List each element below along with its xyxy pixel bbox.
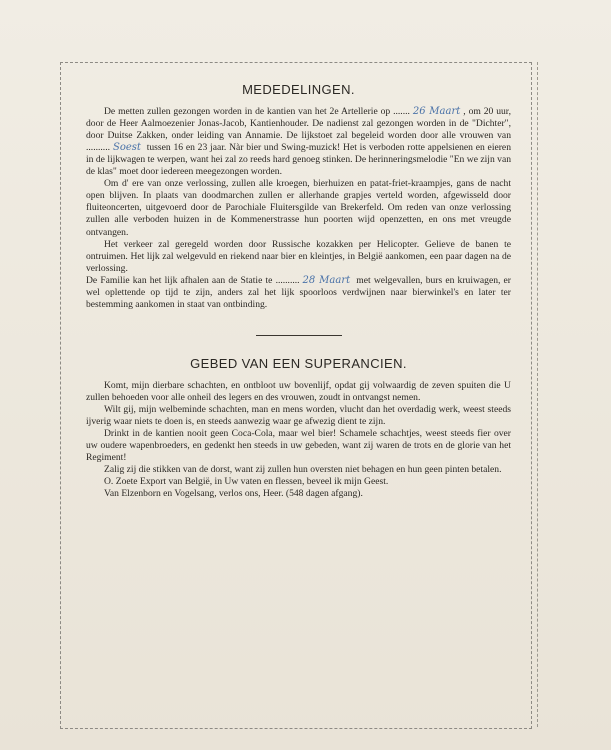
p1-text-b: , om 20 uur, door de Heer Aalmoezenier Jonas-Jacob, Kantienhouder. De nadienst zal gezongen worden in de "Dichter", door Duitse Zakken, onder leiding van Annamie. De lijkstoet zal begeleid worden door alle vrouwen van <box>86 106 512 142</box>
p4-text-a: De Familie kan het lijk afhalen aan de Statie te <box>86 274 273 286</box>
p1-text-a: De metten zullen gezongen worden in de kantien van het 2e Artellerie op <box>104 106 391 118</box>
paragraph-3: Het verkeer zal geregeld worden door Russische kozakken per Helicopter. Gelieve de banen te ontruimen. Het lijk zal welgevuld en riekend naar bier en kleintjes, in België aankomen, een paar dagen na de verlossing. <box>86 238 511 274</box>
prayer-paragraph-2: Wilt gij, mijn welbeminde schachten, man en mens worden, vlucht dan het overdadig werk, weest steeds ijverig waar niets te doen is, en steeds aanwezig waar ge afwezig dient te zijn. <box>86 403 511 428</box>
paragraph-1 <box>86 106 511 178</box>
paragraph-2: Om d' ere van onze verlossing, zullen alle kroegen, bierhuizen en patat-friet-kraampjes, gans de nacht open blijven. In plaats van doodmarchen zullen er allerhande grapjes verteld worden, afgewisseld door fluiteoncerten, uitgevoerd door de Parochiale Fluitersgilde van Brekerfeld. Om reden van onze verlossing zullen alle verboden huizen in de Kommenerstrasse hun poorten wijd openzetten, en ons met vreugde ontvangen. <box>86 178 511 238</box>
handwritten-date-2: 28 Maart <box>302 274 351 286</box>
p1-text-c: tussen 16 en 23 jaar. Nàr bier und Swing-muzick! Het is verboden rotte appelsienen en eieren in de lijkwagen te werpen, want hei zal zo reeds hard genoeg stinken. De herinneringsmelodie "En we zijn van de klas" moet door iedereen meegezongen worden. <box>86 142 511 178</box>
prayer-paragraph-6: Van Elzenborn en Vogelsang, verlos ons, Heer. (548 dagen afgang). <box>104 488 363 500</box>
dashed-border-right <box>537 62 538 727</box>
prayer-paragraph-1: Komt, mijn dierbare schachten, en ontbloot uw bovenlijf, opdat gij volwaardig de zeven spuiten die U zullen behoeden voor alle onheil des legers en des vrouwen, zoudt in ontvangst nemen. <box>86 379 511 403</box>
section-divider <box>256 335 342 336</box>
handwritten-date-1: 26 Maart <box>412 106 461 118</box>
prayer-paragraph-3: Drinkt in de kantien nooit geen Coca-Cola, maar wel bier! Schamele schachtjes, weest steeds fier over uw oudere wapenbroeders, en gedenkt hen steeds in uw gebeden, want zij waren de trots en de glorie van het Regiment! <box>86 428 511 464</box>
section-title-gebed: GEBED VAN EEN SUPERANCIEN. <box>190 355 407 371</box>
p1-dots1: ....... <box>393 106 410 118</box>
p4-text-b: met welgevallen, burs en kruiwagen, er wel oplettende op tijd te zijn, anders zal het lijk spoorloos verdwijnen naar bierwinkel's en later ter bestemming aankomen in staat van ontbinding. <box>86 274 512 310</box>
paragraph-4 <box>86 275 511 311</box>
p1-dots2: .......... <box>86 142 110 154</box>
section-title-mededelingen: MEDEDELINGEN. <box>242 82 355 97</box>
p4-dots: .......... <box>275 274 300 286</box>
document-body <box>86 78 511 500</box>
prayer-paragraph-4: Zalig zij die stikken van de dorst, want zij zullen hun oversten niet behagen en hun geen pinten betalen. <box>104 464 502 476</box>
prayer-paragraph-5: O. Zoete Export van België, in Uw vaten en flessen, beveel ik mijn Geest. <box>104 476 389 488</box>
handwritten-place: Soest <box>112 142 141 154</box>
